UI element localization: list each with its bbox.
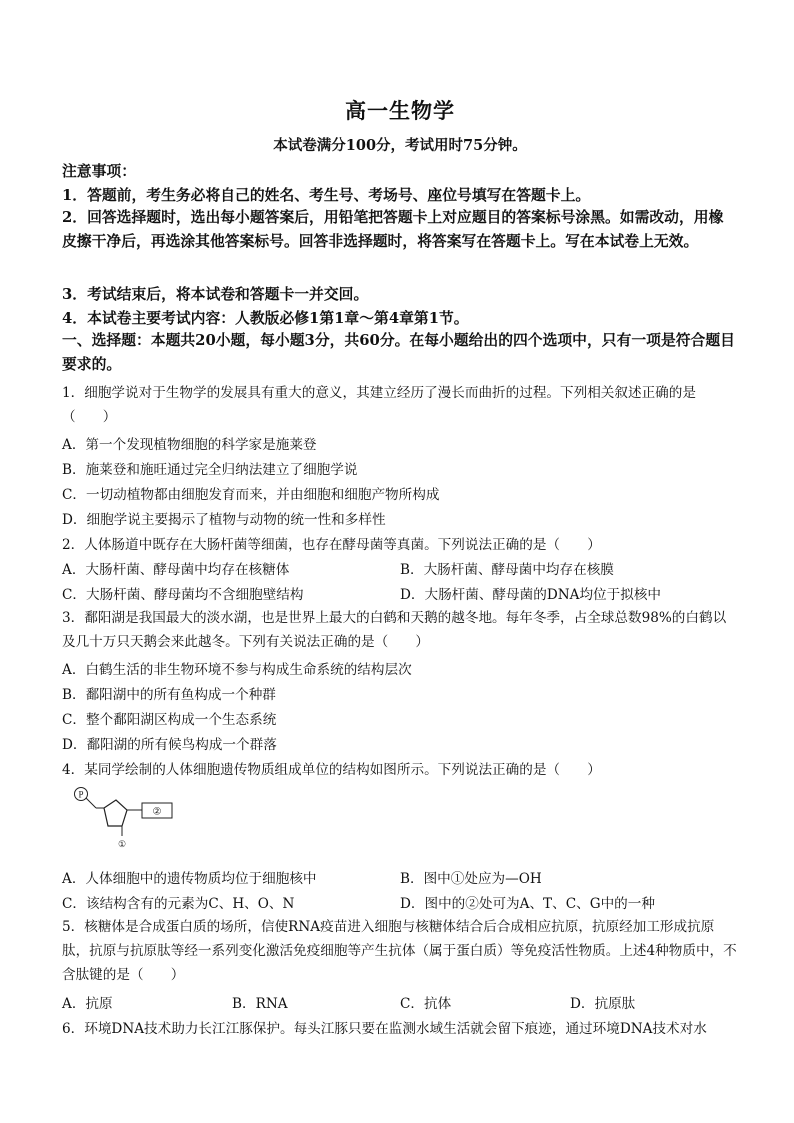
option: D．细胞学说主要揭示了植物与动物的统一性和多样性 <box>62 512 386 528</box>
note-item: 4．本试卷主要考试内容：人教版必修1第1章～第4章第1节。 <box>62 310 469 327</box>
option: A．人体细胞中的遗传物质均位于细胞核中 <box>62 871 317 887</box>
option: D．大肠杆菌、酵母菌的DNA均位于拟核中 <box>400 587 662 603</box>
option: A．抗原 <box>62 996 113 1012</box>
page-title: 高一生物学 <box>345 98 455 123</box>
question-1-stem: 1．细胞学说对于生物学的发展具有重大的意义，其建立经历了漫长而曲折的过程。下列相关叙述正确的是（ ） <box>62 385 696 425</box>
option: B．鄱阳湖中的所有鱼构成一个种群 <box>62 687 276 703</box>
option: C．一切动植物都由细胞发育而来，并由细胞和细胞产物所构成 <box>62 487 440 503</box>
option: D．抗原肽 <box>570 996 636 1012</box>
option: C．大肠杆菌、酵母菌均不含细胞壁结构 <box>62 587 304 603</box>
note-item: 2．回答选择题时，选出每小题答案后，用铅笔把答题卡上对应题目的答案标号涂黑。如需改动，用橡皮擦干净后，再选涂其他答案标号。回答非选择题时，将答案写在答题卡上。写在本试卷上无效。 <box>62 209 724 250</box>
nucleotide-figure <box>70 784 180 854</box>
option: B．大肠杆菌、酵母菌中均存在核膜 <box>400 562 614 578</box>
exam-info: 本试卷满分100分，考试用时75分钟。 <box>273 137 527 154</box>
option: B．图中①处应为—OH <box>400 871 542 887</box>
question-6-stem: 6．环境DNA技术助力长江江豚保护。每头江豚只要在监测水域生活就会留下痕迹，通过环境DNA技术对水 <box>62 1021 707 1037</box>
option: C．该结构含有的元素为C、H、O、N <box>62 896 295 912</box>
notes-heading: 注意事项： <box>62 163 136 180</box>
option: A．白鹤生活的非生物环境不参与构成生命系统的结构层次 <box>62 662 412 678</box>
option: A．大肠杆菌、酵母菌中均存在核糖体 <box>62 562 290 578</box>
question-5-stem: 5．核糖体是合成蛋白质的场所，信使RNA疫苗进入细胞与核糖体结合后合成相应抗原，抗原经加工形成抗原肽，抗原与抗原肽等经一系列变化激活免疫细胞等产生抗体（属于蛋白质）等免疫活性物质。上述4种物质中，不含肽键的是（ ） <box>62 919 737 983</box>
section-heading: 一、选择题：本题共20小题，每小题3分，共60分。在每小题给出的四个选项中，只有一项是符合题目要求的。 <box>62 332 735 373</box>
pentose-carbon-label: ① <box>117 839 127 849</box>
option: C．抗体 <box>400 996 452 1012</box>
option: D．图中的②处可为A、T、C、G中的一种 <box>400 896 655 912</box>
question-3-stem: 3．鄱阳湖是我国最大的淡水湖，也是世界上最大的白鹤和天鹅的越冬地。每年冬季，占全球总数98%的白鹤以及几十万只天鹅会来此越冬。下列有关说法正确的是（ ） <box>62 610 727 650</box>
phosphate-label: P <box>78 789 84 800</box>
base-label: ② <box>152 806 162 818</box>
option: D．鄱阳湖的所有候鸟构成一个群落 <box>62 737 277 753</box>
note-item: 1．答题前，考生务必将自己的姓名、考生号、考场号、座位号填写在答题卡上。 <box>62 187 591 204</box>
question-4-stem: 4．某同学绘制的人体细胞遗传物质组成单位的结构如图所示。下列说法正确的是（ ） <box>62 762 601 778</box>
option: B．RNA <box>232 996 288 1012</box>
option: A．第一个发现植物细胞的科学家是施莱登 <box>62 437 317 453</box>
option: C．整个鄱阳湖区构成一个生态系统 <box>62 712 277 728</box>
note-item: 3．考试结束后，将本试卷和答题卡一并交回。 <box>62 286 369 303</box>
question-2-stem: 2．人体肠道中既存在大肠杆菌等细菌，也存在酵母菌等真菌。下列说法正确的是（ ） <box>62 537 601 553</box>
option: B．施莱登和施旺通过完全归纳法建立了细胞学说 <box>62 462 358 478</box>
